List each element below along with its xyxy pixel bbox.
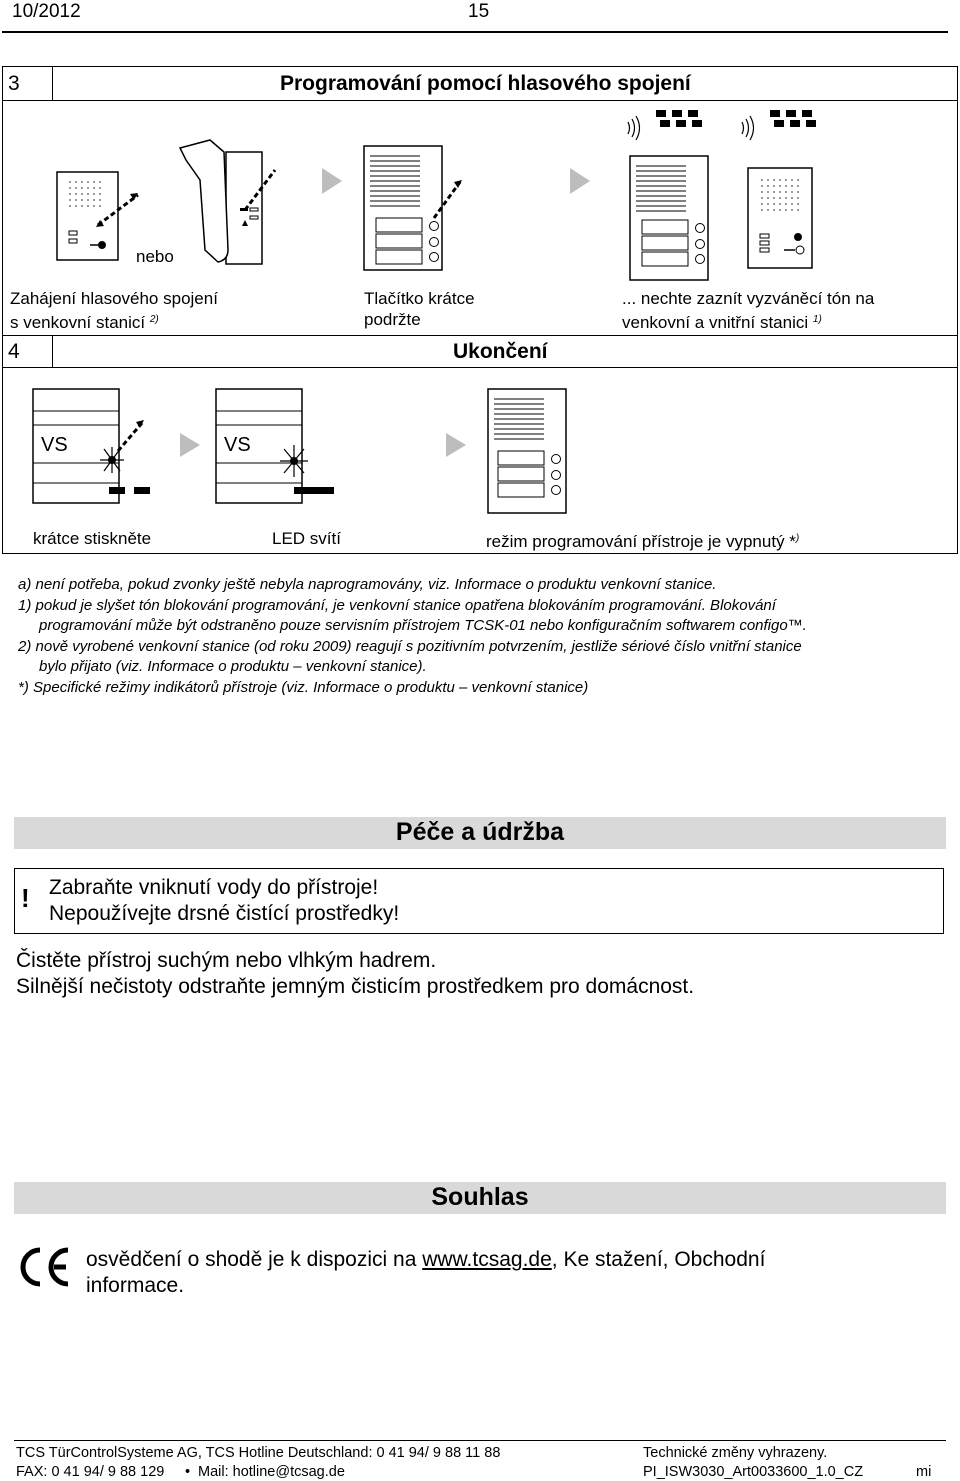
footnote-2: 2) nově vyrobené venkovní stanice (od roku 2009) reagují s pozitivním potvrzením, jestliže sériové číslo vnitřní stanice	[18, 637, 802, 655]
footer-changes-reserved: Technické změny vyhrazeny.	[643, 1445, 828, 1461]
care-title: Péče a údržba	[395, 818, 565, 846]
warning-line-1: Zabraňte vniknutí vody do přístroje!	[49, 876, 379, 899]
outdoor-station-icon	[630, 156, 708, 280]
arrow-right-icon	[180, 433, 200, 457]
caption-start-voice: Zahájení hlasového spojení s venkovní stanicí $^{2)}$	[10, 289, 218, 332]
footnote-star: *) Specifické režimy indikátorů přístroje (viz. Informace o produktu – venkovní stanice)	[18, 678, 589, 696]
conformity-text: osvědčení o shodě je k dispozici na www.tcsag.de, Ke stažení, Obchodní informace.	[86, 1248, 766, 1297]
caption-press-button: Tlačítko krátce podržte	[364, 289, 475, 329]
handset-station-icon	[180, 140, 275, 264]
section3-illustration	[0, 100, 960, 290]
ce-mark-icon	[16, 1246, 72, 1288]
footer-initials: mi	[916, 1464, 932, 1480]
care-title-band	[14, 817, 946, 849]
outdoor-station-icon	[364, 146, 462, 270]
caption-led-lit: LED svítí	[272, 529, 341, 548]
footer-mail: Mail: hotline@tcsag.de	[198, 1464, 345, 1480]
header-rule	[2, 31, 948, 33]
switching-device-icon	[33, 389, 150, 503]
section3-number: 3	[8, 72, 20, 95]
indoor-station-icon	[57, 172, 138, 260]
caption-ring-tone: ... nechte zaznít vyzváněcí tón na venkovní a vnitřní stanici $^{1)}$	[622, 289, 875, 332]
indoor-station-icon	[748, 168, 812, 268]
footnote-2-cont: bylo přijato (viz. Informace o produktu – venkovní stanice).	[39, 658, 427, 675]
footnote-a: a) není potřeba, pokud zvonky ještě nebyla naprogramovány, viz. Informace o produktu venkovní stanice.	[18, 576, 717, 593]
caption-press-short: krátce stiskněte	[33, 529, 152, 548]
tcsag-link[interactable]: www.tcsag.de	[422, 1248, 552, 1271]
footer-document-code: PI_ISW3030_Art0033600_1.0_CZ	[643, 1464, 864, 1480]
care-instructions: Čistěte přístroj suchým nebo vlhkým hadrem. Silnější nečistoty odstraňte jemným čisticím prostředkem pro domácnost.	[16, 949, 695, 998]
footnotes	[18, 575, 938, 698]
ring-pattern-icon	[656, 110, 816, 127]
outdoor-station-icon	[488, 389, 566, 513]
conformity-title-band	[14, 1182, 946, 1214]
vs-label: VS	[224, 434, 251, 456]
footnote-1-cont: programování může být odstraněno pouze servisním přístrojem TCSK-01 nebo konfiguračním softwarem configo™.	[39, 617, 807, 634]
nebo-label: nebo	[136, 247, 174, 266]
footer-hotline: TCS TürControlSysteme AG, TCS Hotline Deutschland: 0 41 94/ 9 88 11 88	[16, 1445, 501, 1461]
header-date: 10/2012	[12, 1, 81, 22]
caption-mode-off: režim programování přístroje je vypnutý *)	[486, 532, 800, 551]
arrow-right-icon	[322, 168, 342, 194]
section3-title: Programování pomocí hlasového spojení	[280, 72, 691, 95]
warning-line-2: Nepoužívejte drsné čistící prostředky!	[49, 902, 400, 925]
section4-illustration	[0, 367, 960, 517]
conformity-title: Souhlas	[431, 1183, 529, 1211]
footer-fax: FAX: 0 41 94/ 9 88 129	[16, 1464, 165, 1480]
arrow-right-icon	[446, 433, 466, 457]
footnote-1: 1) pokud je slyšet tón blokování programování, je venkovní stanice opatřena blokováním programování. Blokování	[18, 596, 776, 614]
warning-icon: !	[21, 883, 30, 913]
arrow-right-icon	[570, 168, 590, 194]
ringing-icon	[628, 116, 754, 140]
section4-top-rule	[2, 335, 958, 336]
section4-title: Ukončení	[453, 340, 548, 363]
footer-rule	[14, 1440, 946, 1441]
section4-number: 4	[8, 340, 20, 363]
vs-label: VS	[41, 434, 68, 456]
bullet-icon: •	[185, 1464, 191, 1480]
header-page-number: 15	[468, 1, 490, 22]
warning-box	[14, 868, 944, 934]
switching-device-icon	[216, 389, 334, 503]
